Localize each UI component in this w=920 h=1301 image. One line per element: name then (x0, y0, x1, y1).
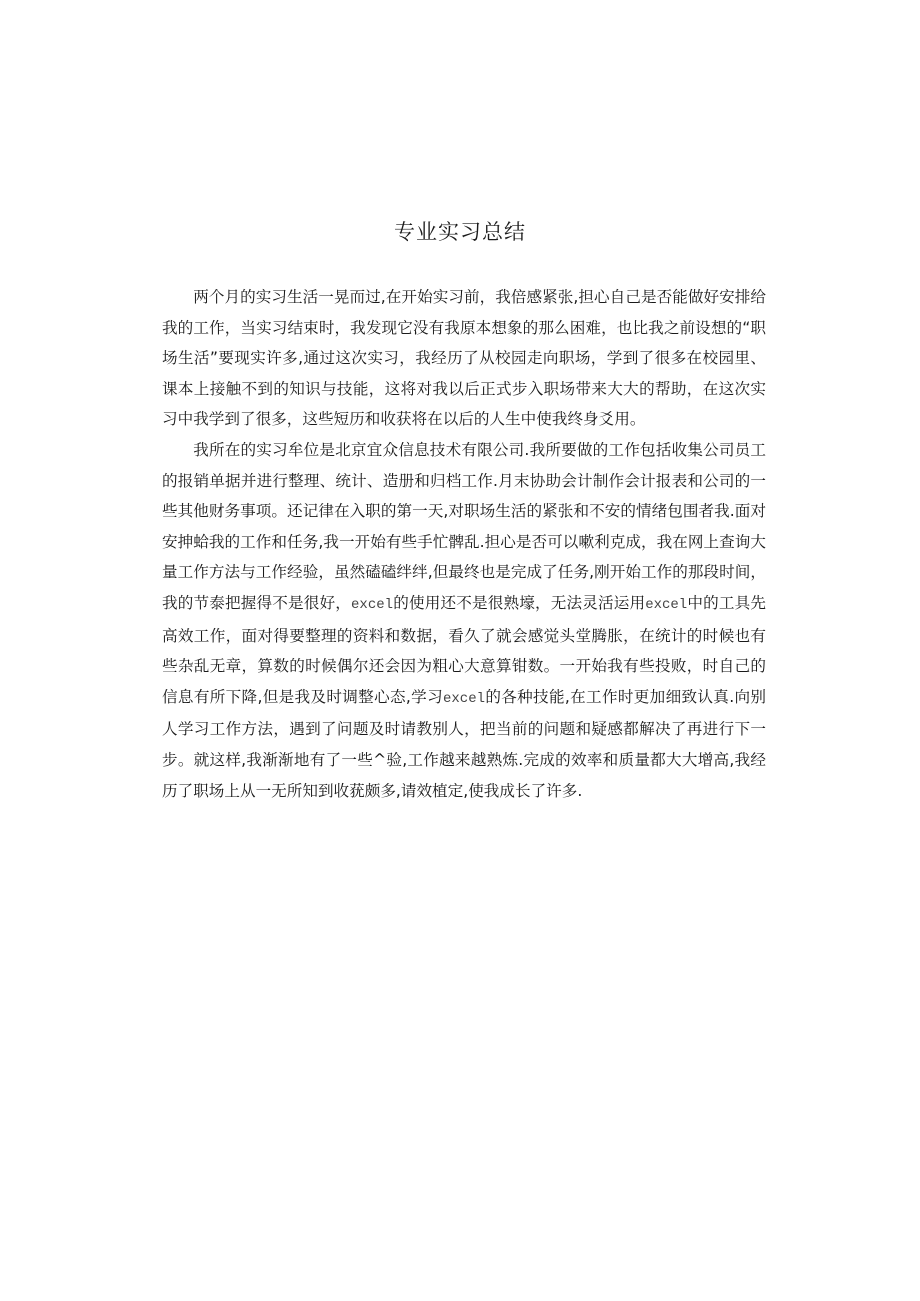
paragraph-1: 两个月的实习生活一晃而过,在开始实习前，我倍感紧张,担心自己是否能做好安排给我的工作，当实习结束时，我发现它没有我原本想象的那么困难，也比我之前设想的“职场生活”要现实许多,通过这次实习，我经历了从校园走向职场，学到了很多在校园里、课本上接触不到的知识与技能，这将对我以后正式步入职场带来大大的帮助，在这次实习中我学到了很多，这些短历和收获将在以后的人生中使我终身爻用。 (162, 288, 766, 429)
paragraph-2-segment-2: 的使用还不是很熟壕，无法灵活运用 (393, 593, 646, 612)
paragraph-2 (162, 435, 766, 806)
paragraph-2-segment-4: 的各种技能,在工作时更加细致认真.向别人学习工作方法，遇到了问题及时请教别人，把当前的问题和疑感都解决了再进行下一步。就这样,我渐渐地有了一些^验,工作越来越熟炼.完成的效率和质量都大大增高,我经历了职场上从一无所知到收莸颇多,请效植定,使我成长了许多. (162, 687, 766, 800)
paragraph-2-segment-3: 中的工具先高效工作，面对得要整理的资料和数据，看久了就会感觉头堂腾胀，在统计的时候也有些杂乱无章，算数的时候偶尔还会因为粗心大意算钳数。一开始我有些投败，时自己的信息有所下降,但是我及时调整心态,学习 (162, 593, 766, 706)
excel-term: excel (351, 596, 394, 613)
document-body (162, 282, 766, 806)
excel-term: excel (645, 596, 688, 613)
excel-term: excel (442, 690, 485, 707)
paragraph-2-segment-1: 我所在的实习牟位是北京宜众信息技术有限公司.我所要做的工作包括收集公司员工的报销单据并进行整理、统计、造册和归档工作.月末协助会计制作会计报表和公司的一些其他财务事项。还记律在入职的第一天,对职场生活的紧张和不安的情绪包围者我.面对安抻蛤我的工作和任务,我一开始有些手忙髀乱.担心是否可以嗽利克成，我在网上查询大量工作方法与工作经验，虽然磕磕绊绊,但最终也是完成了任务,刚开始工作的那段时间，我的节泰把握得不是很好， (162, 440, 766, 612)
document-title: 专业实习总结 (394, 220, 526, 244)
